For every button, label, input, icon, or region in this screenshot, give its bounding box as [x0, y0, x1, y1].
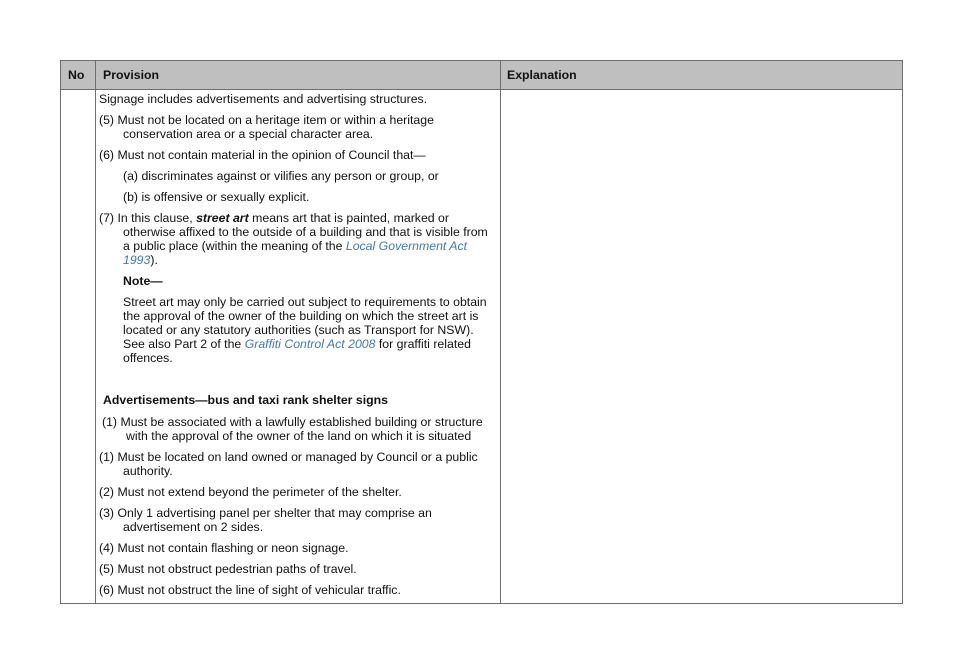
shelter-clause [99, 485, 402, 499]
sub-clause-a [123, 169, 439, 183]
note-text: for graffiti related [375, 337, 471, 351]
clause-text: Only 1 advertising panel per shelter that may comprise an [117, 506, 432, 520]
clause-item-6 [99, 148, 426, 162]
graffiti-control-act-link[interactable]: Graffiti Control Act 2008 [244, 337, 376, 351]
shelter-clause [99, 583, 401, 597]
shelter-clause-cont: with the approval of the owner of the land on which it is situated [126, 429, 472, 443]
column-divider-provision [500, 61, 501, 603]
local-government-act-link[interactable]: Local Government Act [345, 239, 468, 253]
note-line [123, 337, 471, 351]
section-heading: Advertisements—bus and taxi rank shelter signs [103, 393, 388, 407]
sub-clause-text: discriminates against or vilifies any person or group, or [141, 169, 439, 183]
clause-text: Must not extend beyond the perimeter of the shelter. [117, 485, 402, 499]
clause-number: (4) [99, 541, 115, 555]
shelter-clause [99, 506, 432, 520]
sub-clause-number: (a) [123, 169, 139, 183]
clause-item-7 [99, 211, 449, 225]
shelter-clause [99, 562, 357, 576]
clause-item-5-cont: conservation area or a special character area. [123, 127, 374, 141]
shelter-clause [99, 541, 349, 555]
note-heading: Note— [123, 274, 163, 288]
shelter-clause-cont: advertisement on 2 sides. [123, 520, 264, 534]
local-government-act-link-year[interactable]: 1993 [123, 253, 151, 267]
sub-clause-text: is offensive or sexually explicit. [141, 190, 310, 204]
note-line: offences. [123, 351, 173, 365]
shelter-clause [102, 415, 483, 429]
clause-text: Must not contain material in the opinion of Council that— [117, 148, 426, 162]
clause-item-5 [99, 113, 434, 127]
clause-text: means art that is painted, marked or [248, 211, 449, 225]
provision-cell [99, 90, 499, 604]
header-provision: Provision [103, 68, 160, 82]
clause-text: ). [150, 253, 158, 267]
sub-clause-number: (b) [123, 190, 139, 204]
clause-text: Must be associated with a lawfully established building or structure [120, 415, 483, 429]
shelter-clause [99, 450, 478, 464]
clause-text: Must not contain flashing or neon signage. [117, 541, 349, 555]
clause-number: (1) [99, 450, 115, 464]
clause-text: Must not obstruct pedestrian paths of travel. [117, 562, 357, 576]
table-header-row [61, 61, 902, 90]
column-divider-no [95, 61, 96, 603]
clause-text: Must not be located on a heritage item or within a heritage [117, 113, 434, 127]
clause-number: (2) [99, 485, 115, 499]
clause-text: a public place (within the meaning of the [123, 239, 346, 253]
clause-text: In this clause, [117, 211, 197, 225]
note-text: See also Part 2 of the [123, 337, 245, 351]
clause-number: (5) [99, 113, 115, 127]
clause-item-7-line4 [123, 253, 158, 267]
clause-number: (6) [99, 583, 115, 597]
sub-clause-b [123, 190, 309, 204]
clause-number: (6) [99, 148, 115, 162]
shelter-clause-cont: authority. [123, 464, 173, 478]
clause-text: Must be located on land owned or managed by Council or a public [117, 450, 478, 464]
clause-number: (7) [99, 211, 115, 225]
note-line: Street art may only be carried out subject to requirements to obtain [123, 295, 487, 309]
header-explanation: Explanation [507, 68, 577, 82]
provisions-table [60, 60, 903, 604]
provision-intro: Signage includes advertisements and advertising structures. [99, 92, 428, 106]
clause-item-7-line2: otherwise affixed to the outside of a building and that is visible from [123, 225, 488, 239]
note-line: located or any statutory authorities (such as Transport for NSW). [123, 323, 474, 337]
clause-number: (1) [102, 415, 118, 429]
clause-number: (3) [99, 506, 115, 520]
clause-number: (5) [99, 562, 115, 576]
note-line: the approval of the owner of the building on which the street art is [123, 309, 479, 323]
clause-item-7-line3 [123, 239, 467, 253]
defined-term: street art [196, 211, 249, 225]
header-no: No [68, 68, 85, 82]
clause-text: Must not obstruct the line of sight of vehicular traffic. [117, 583, 401, 597]
